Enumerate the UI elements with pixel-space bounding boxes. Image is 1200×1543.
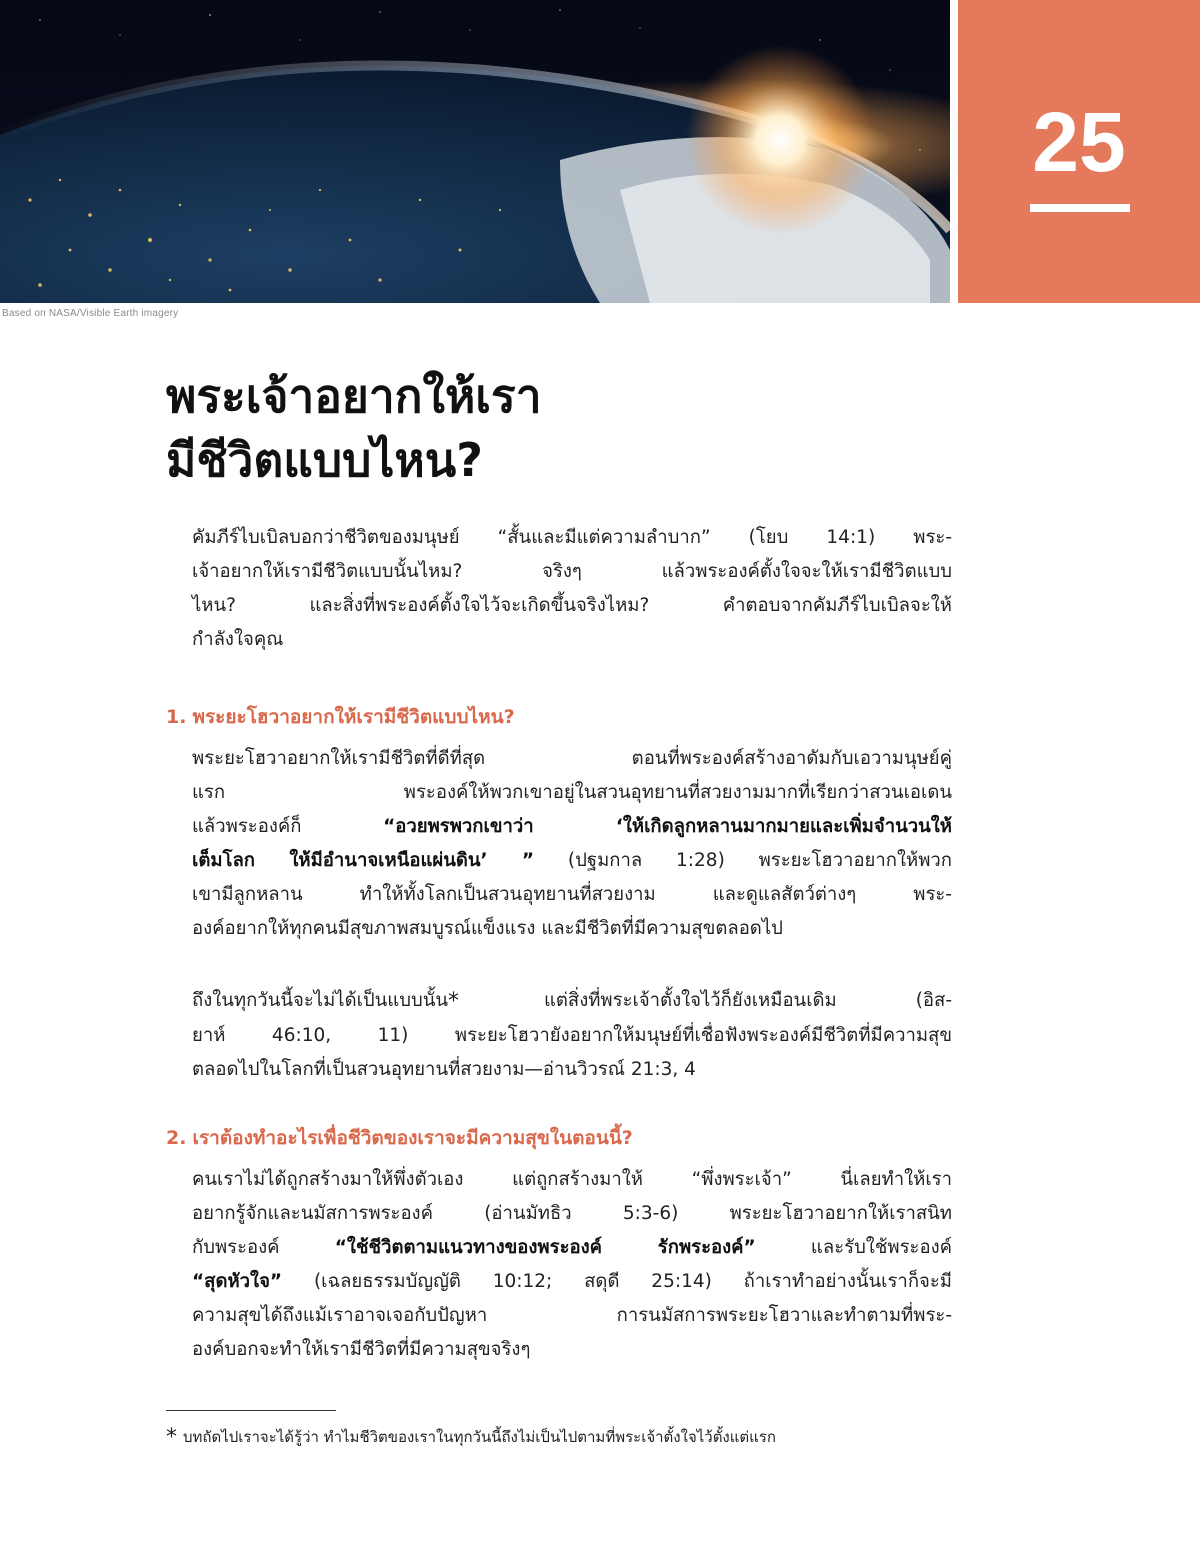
footnote-divider	[166, 1410, 336, 1411]
chapter-number: 25	[1032, 95, 1126, 189]
body-line	[192, 1265, 952, 1299]
section-2-paragraph	[192, 1163, 952, 1367]
body-text: ถึงในทุกวันนี้จะไม่ได้เป็นแบบนั้น	[192, 990, 449, 1011]
question-2-number: 2.	[166, 1127, 187, 1149]
body-line: แรก พระองค์ให้พวกเขาอยู่ในสวนอุทยานที่สวยงามมากที่เรียกว่าสวนเอเดน	[192, 782, 952, 803]
body-line	[192, 844, 952, 878]
body-line	[192, 1231, 952, 1265]
footnote	[166, 1425, 776, 1450]
body-text: และรับใช้พระองค์	[755, 1237, 952, 1258]
question-2-heading	[166, 1123, 633, 1153]
body-line: คนเราไม่ได้ถูกสร้างมาให้พึ่งตัวเอง แต่ถูกสร้างมาให้ “พึ่งพระเจ้า” นี่เลยทำให้เรา	[192, 1169, 952, 1190]
intro-line: ไหน? และสิ่งที่พระองค์ตั้งใจไว้จะเกิดขึ้นจริงไหม? คำตอบจากคัมภีร์ไบเบิลจะให้	[192, 595, 952, 616]
body-line	[192, 810, 952, 844]
question-2-text: เราต้องทำอะไรเพื่อชีวิตของเราจะมีความสุขในตอนนี้?	[192, 1127, 633, 1149]
body-line: อยากรู้จักและนมัสการพระองค์ (อ่านมัทธิว 5:3-6) พระยะโฮวาอยากให้เราสนิท	[192, 1203, 952, 1224]
scripture-quote-bold: “สุดหัวใจ”	[192, 1271, 283, 1292]
body-text: แล้วพระองค์ก็	[192, 816, 384, 837]
body-line: เขามีลูกหลาน ทำให้ทั้งโลกเป็นสวนอุทยานที่สวยงาม และดูแลสัตว์ต่างๆ พระ-	[192, 884, 952, 905]
body-text: (เฉลยธรรมบัญญัติ 10:12; สดุดี 25:14) ถ้าเราทำอย่างนั้นเราก็จะมี	[282, 1271, 952, 1292]
scripture-quote-bold: “ใช้ชีวิตตามแนวทางของพระองค์ รักพระองค์”	[334, 1237, 756, 1258]
body-text: (ปฐมกาล 1:28) พระยะโฮวาอยากให้พวก	[534, 850, 952, 871]
title-line-1: พระเจ้าอยากให้เรา	[166, 369, 542, 423]
scripture-quote-bold: เต็มโลก ให้มีอำนาจเหนือแผ่นดิน’ ”	[192, 850, 535, 871]
intro-line: เจ้าอยากให้เรามีชีวิตแบบนั้นไหม? จริงๆ แล้วพระองค์ตั้งใจจะให้เรามีชีวิตแบบ	[192, 561, 952, 582]
section-1-paragraph-2	[192, 984, 952, 1087]
intro-line: คัมภีร์ไบเบิลบอกว่าชีวิตของมนุษย์ “สั้นและมีแต่ความลำบาก” (โยบ 14:1) พระ-	[192, 527, 952, 548]
hero-earth-image	[0, 0, 950, 303]
body-line: ยาห์ 46:10, 11) พระยะโฮวายังอยากให้มนุษย์ที่เชื่อฟังพระองค์มีชีวิตที่มีความสุข	[192, 1025, 952, 1046]
intro-line: กำลังใจคุณ	[192, 629, 284, 650]
image-credit: Based on NASA/Visible Earth imagery	[2, 308, 179, 319]
page-title	[166, 364, 542, 492]
question-1-number: 1.	[166, 706, 187, 728]
body-line: ความสุขได้ถึงแม้เราอาจเจอกับปัญหา การนมัสการพระยะโฮวาและทำตามที่พระ-	[192, 1305, 952, 1326]
title-line-2: มีชีวิตแบบไหน?	[166, 433, 483, 487]
footnote-marker: *	[166, 1425, 177, 1450]
body-line	[192, 984, 952, 1019]
footnote-text: บทถัดไปเราจะได้รู้ว่า ทำไมชีวิตของเราในทุกวันนี้ถึงไม่เป็นไปตามที่พระเจ้าตั้งใจไว้ตั้งแต่แรก	[183, 1428, 776, 1446]
body-text: กับพระองค์	[192, 1237, 335, 1258]
section-1-paragraph-1	[192, 742, 952, 946]
scripture-quote-bold: “อวยพรพวกเขาว่า ‘ให้เกิดลูกหลานมากมายและเพิ่มจำนวนให้	[383, 816, 952, 837]
chapter-underline	[1030, 204, 1130, 212]
intro-paragraph	[192, 521, 952, 657]
footnote-marker[interactable]: *	[448, 989, 460, 1014]
chapter-number-box	[958, 0, 1200, 303]
question-1-text: พระยะโฮวาอยากให้เรามีชีวิตแบบไหน?	[192, 706, 515, 728]
body-line: องค์บอกจะทำให้เรามีชีวิตที่มีความสุขจริงๆ	[192, 1339, 531, 1360]
question-1-heading	[166, 702, 515, 732]
body-line: ตลอดไปในโลกที่เป็นสวนอุทยานที่สวยงาม—อ่านวิวรณ์ 21:3, 4	[192, 1059, 696, 1080]
body-line: พระยะโฮวาอยากให้เรามีชีวิตที่ดีที่สุด ตอนที่พระองค์สร้างอาดัมกับเอวามนุษย์คู่	[192, 748, 952, 769]
earth-illustration	[0, 0, 950, 303]
body-text: แต่สิ่งที่พระเจ้าตั้งใจไว้ก็ยังเหมือนเดิม (อิส-	[465, 990, 952, 1011]
body-line: องค์อยากให้ทุกคนมีสุขภาพสมบูรณ์แข็งแรง และมีชีวิตที่มีความสุขตลอดไป	[192, 918, 783, 939]
